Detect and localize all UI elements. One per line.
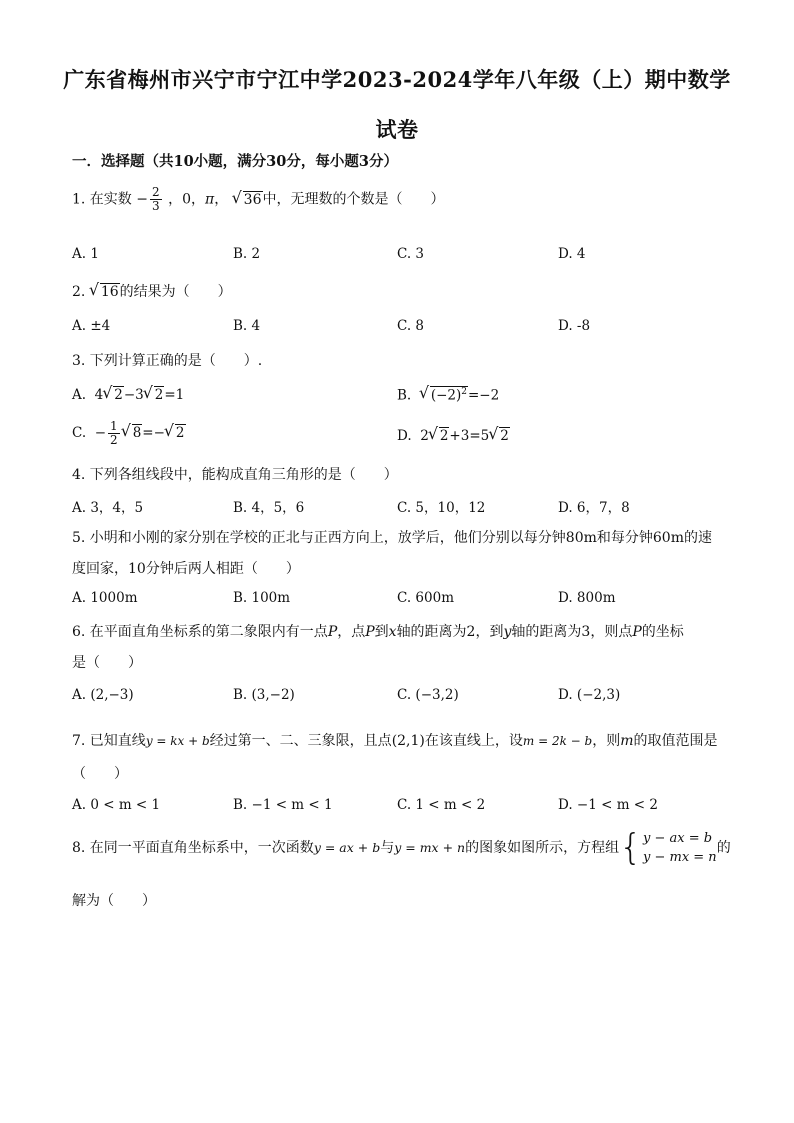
question-5-line2: 度回家，10分钟后两人相距（ ） bbox=[72, 561, 300, 577]
q7-option-d[interactable]: D. −1 < m < 2 bbox=[558, 797, 659, 813]
q3-b-rad bbox=[421, 386, 468, 404]
q7-line-equation: y = kx + b bbox=[145, 734, 210, 748]
q8-system-brace: { bbox=[619, 827, 642, 868]
q2-suffix: 的结果为（ ） bbox=[119, 284, 232, 300]
q3-a-label: A. bbox=[72, 387, 87, 403]
q7-text-c: 在该直线上，设 bbox=[424, 733, 523, 749]
q3-c-radicand2: 2 bbox=[175, 425, 185, 441]
q6-text-a: 6. 在平面直角坐标系的第二象限内有一点 bbox=[72, 624, 328, 640]
q3-c-den: 2 bbox=[110, 433, 118, 447]
q6-text-f: 的坐标 bbox=[641, 624, 684, 640]
q3-c-eq: =− bbox=[142, 425, 165, 441]
q3-c-rad2 bbox=[166, 424, 186, 441]
q1-comma: ， bbox=[214, 191, 229, 208]
q1-suffix: 中，无理数的个数是（ ） bbox=[262, 191, 445, 208]
q4-option-a[interactable]: A. 3，4，5 bbox=[72, 500, 144, 516]
q6-text-c: 到 bbox=[374, 624, 389, 640]
q7-point: (2,1) bbox=[391, 733, 425, 749]
q5-option-a[interactable]: A. 1000m bbox=[72, 590, 138, 606]
q3-c-num: 1 bbox=[110, 419, 118, 433]
q8-system-eq1: y − ax = b bbox=[642, 831, 713, 846]
q8-text-b: 与 bbox=[380, 840, 395, 856]
q6-option-a[interactable]: A. (2,−3) bbox=[72, 687, 134, 703]
exam-title-line1: 广东省梅州市兴宁市宁江中学2023-2024学年八年级（上）期中数学 bbox=[63, 67, 731, 92]
q6-text-d: 轴的距离为2，到 bbox=[396, 624, 504, 640]
q3-a-coef1: 4 bbox=[94, 387, 104, 403]
q2-prefix: 2. bbox=[72, 284, 90, 300]
q7-text-a: 7. 已知直线 bbox=[72, 733, 146, 749]
q6-text-e: 轴的距离为3，则点 bbox=[511, 624, 633, 640]
q7-option-c[interactable]: C. 1 < m < 2 bbox=[397, 797, 486, 813]
q6-y-var: y bbox=[503, 624, 512, 640]
q3-a-radicand1: 2 bbox=[114, 387, 123, 403]
q2-radical bbox=[91, 283, 120, 300]
q8-system-eq2: y − mx = n bbox=[642, 850, 717, 865]
q6-point-p: P bbox=[327, 624, 338, 640]
q4-option-b[interactable]: B. 4，5，6 bbox=[233, 500, 305, 516]
question-4: 4. 下列各组线段中，能构成直角三角形的是（ ） bbox=[72, 467, 398, 483]
q4-option-d[interactable]: D. 6，7，8 bbox=[558, 500, 630, 516]
question-1 bbox=[72, 186, 445, 213]
q3-a-rad1 bbox=[104, 386, 124, 403]
q3-b-radicand bbox=[430, 386, 468, 404]
q6-option-b[interactable]: B. (3,−2) bbox=[233, 687, 295, 703]
q7-text-e: 的取值范围是 bbox=[633, 733, 718, 749]
q1-pi: π bbox=[205, 191, 215, 208]
q3-c-fraction bbox=[108, 420, 120, 447]
q3-c-radicand1: 8 bbox=[132, 425, 142, 441]
q6-x-var: x bbox=[388, 624, 397, 640]
q1-frac-num: 2 bbox=[152, 185, 160, 199]
q3-c-label: C. bbox=[72, 425, 87, 441]
q1-prefix: 1. 在实数 bbox=[72, 191, 132, 208]
q3-option-a[interactable] bbox=[72, 386, 184, 403]
q5-option-b[interactable]: B. 100m bbox=[233, 590, 291, 606]
q8-text-d: 的 bbox=[716, 840, 731, 856]
q8-function-2: y = mx + n bbox=[394, 840, 466, 855]
q5-option-d[interactable]: D. 800m bbox=[558, 590, 616, 606]
q6-point-p: P bbox=[365, 624, 375, 640]
q8-function-1: y = ax + b bbox=[313, 840, 381, 855]
q6-option-d[interactable]: D. (−2,3) bbox=[558, 687, 621, 703]
question-7-line2: （ ） bbox=[72, 766, 128, 782]
question-6-line1 bbox=[72, 621, 684, 641]
q3-a-result: =1 bbox=[164, 387, 185, 403]
q1-option-b[interactable]: B. 2 bbox=[233, 246, 261, 262]
q2-option-b[interactable]: B. 4 bbox=[233, 318, 261, 334]
question-7-line1 bbox=[72, 730, 718, 750]
q5-option-c[interactable]: C. 600m bbox=[397, 590, 454, 606]
q1-frac-den: 3 bbox=[152, 199, 160, 213]
q3-d-label: D. bbox=[397, 428, 412, 444]
q3-a-rad2 bbox=[145, 386, 165, 403]
q3-a-radicand2: 2 bbox=[154, 387, 164, 403]
q3-b-inner: (−2) bbox=[430, 387, 462, 404]
q3-d-radicand2: 2 bbox=[500, 428, 509, 444]
q7-option-b[interactable]: B. −1 < m < 1 bbox=[233, 797, 333, 813]
q7-option-a[interactable]: A. 0 < m < 1 bbox=[72, 797, 161, 813]
q3-b-exponent: 2 bbox=[461, 387, 467, 397]
question-3: 3. 下列计算正确的是（ ）. bbox=[72, 353, 263, 369]
q6-text-b: ，点 bbox=[337, 624, 366, 640]
q7-text-b: 经过第一、二、三象限，且点 bbox=[209, 733, 392, 749]
q8-text-a: 8. 在同一平面直角坐标系中，一次函数 bbox=[72, 840, 314, 856]
q3-c-rad1 bbox=[123, 424, 143, 441]
q3-option-c[interactable] bbox=[72, 420, 186, 447]
q1-option-d[interactable]: D. 4 bbox=[558, 246, 586, 262]
q8-text-c: 的图象如图所示，方程组 bbox=[465, 840, 620, 856]
question-5-line1: 5. 小明和小刚的家分别在学校的正北与正西方向上，放学后，他们分别以每分钟80m和每分钟60m的速 bbox=[72, 530, 712, 546]
q3-d-radicand1: 2 bbox=[439, 428, 449, 444]
q3-a-coef2: −3 bbox=[123, 387, 144, 403]
q1-radical bbox=[234, 191, 263, 208]
section-heading: 一．选择题（共10小题，满分30分，每小题3分） bbox=[72, 153, 398, 170]
q3-option-b[interactable] bbox=[397, 386, 499, 404]
q2-option-d[interactable]: D. -8 bbox=[558, 318, 591, 334]
q4-option-c[interactable]: C. 5，10，12 bbox=[397, 500, 486, 516]
question-2 bbox=[72, 281, 232, 301]
q3-d-rad2 bbox=[490, 427, 510, 444]
q1-fraction bbox=[150, 186, 162, 213]
q1-option-c[interactable]: C. 3 bbox=[397, 246, 425, 262]
question-8-line1 bbox=[72, 828, 731, 868]
q3-d-mid: +3=5 bbox=[449, 428, 490, 444]
q7-m-definition: m = 2k − b bbox=[522, 734, 593, 748]
q1-radicand: 36 bbox=[243, 191, 262, 208]
question-8-line2: 解为（ ） bbox=[72, 893, 156, 909]
q7-m-var: m bbox=[620, 733, 634, 749]
q3-d-rad1 bbox=[430, 427, 450, 444]
q1-minus: − bbox=[136, 191, 148, 208]
q3-c-minus: − bbox=[94, 425, 107, 441]
q2-option-a[interactable]: A. ±4 bbox=[72, 318, 111, 334]
exam-title-line2: 试卷 bbox=[375, 117, 419, 142]
q3-b-result: =−2 bbox=[467, 387, 500, 404]
q6-option-c[interactable]: C. (−3,2) bbox=[397, 687, 459, 703]
q7-text-d: ，则 bbox=[592, 733, 621, 749]
q2-option-c[interactable]: C. 8 bbox=[397, 318, 425, 334]
q3-option-d[interactable] bbox=[397, 427, 510, 444]
q3-b-label: B. bbox=[397, 387, 412, 404]
q3-d-coef: 2 bbox=[420, 428, 429, 444]
q1-mid: ，0， bbox=[168, 191, 206, 208]
q1-option-a[interactable]: A. 1 bbox=[72, 246, 99, 262]
q6-point-p: P bbox=[632, 624, 642, 640]
q8-equation-system bbox=[643, 829, 717, 867]
q2-radicand: 16 bbox=[100, 284, 119, 300]
question-6-line2: 是（ ） bbox=[72, 655, 142, 671]
